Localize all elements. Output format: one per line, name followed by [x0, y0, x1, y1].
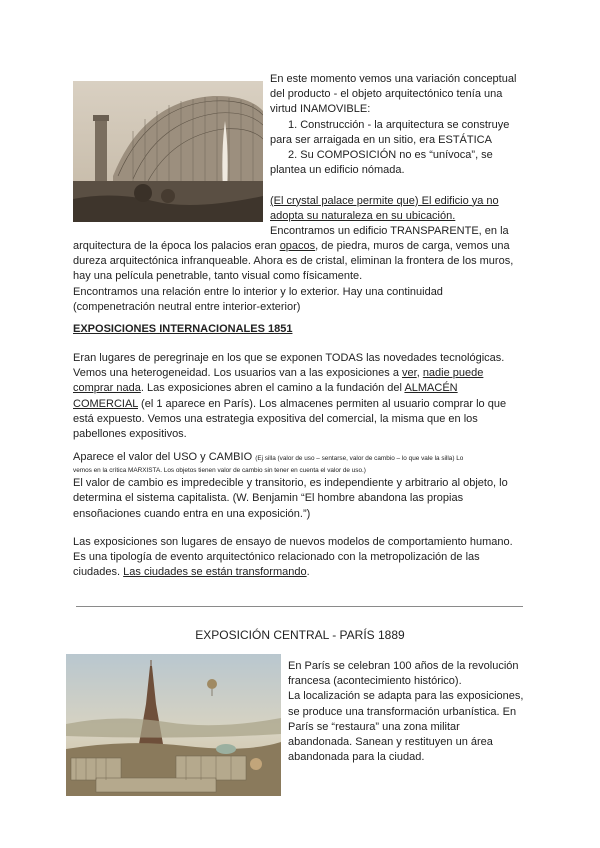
paris-line: abandonada para la ciudad. [288, 751, 425, 764]
paragraph-line: hay una película penetrable, tanto visual como físicamente. [73, 270, 363, 283]
almacen-underlined: ALMACÉN [404, 382, 458, 395]
paris-line: La localización se adapta para las exposiciones, [288, 690, 524, 703]
ver-underlined: ver [402, 367, 417, 380]
use-value-paragraph: Aparece el valor del USO y CAMBIO (Ej silla (valor de uso – sentarse, valor de cambio – lo que vale la silla) Lo vemos en la crítica MARXISTA. Los objetos tienen valor de cambio sin tener en cuenta el valor de uso.) El valor de cambio es impredecible y transitorio, es independiente y arbitrario al objeto, lo determina el sistema capitalista. (W. Benjamin “El hombre abandona las propias ensoñaciones cuando entra en una exposición.”) [73, 450, 525, 522]
cities-transforming-underlined: Las ciudades se están transformando [123, 566, 307, 579]
crystal-palace-photo [73, 81, 263, 222]
comercial-underlined: COMERCIAL [73, 397, 138, 410]
behavior-paragraph: Las exposiciones son lugares de ensayo de nuevos modelos de comportamiento humano. Es una tipología de evento arquitectónico relacionado con la metropolización de las ciudades. Las ciudades se están transformando. [73, 536, 513, 579]
list-item-2-line-a: 2. Su COMPOSICIÓN no es “unívoca”, se [288, 149, 493, 162]
intro-line: del producto - el objeto arquitectónico tenía una [270, 88, 503, 101]
transparency-paragraph: arquitectura de la época los palacios eran opacos, de piedra, muros de carga, vemos una dureza arquitectónica infranqueable. Ahora es de cristal, eliminan la frontera de los muros, hay una película penetrable, tanto visual como físicamente. Encontramos una relación entre lo interior y lo exterior. Hay una continuidad (compenetración neutral entre interior-exterior) [73, 239, 525, 315]
paris-exposition-image [66, 654, 281, 796]
comprar-nada-underlined: comprar nada [73, 382, 141, 395]
paris-line: En París se celebran 100 años de la revolución [288, 660, 519, 672]
paris-1889-text [288, 659, 533, 765]
marxist-note-continued: vemos en la crítica MARXISTA. Los objetos tienen valor de cambio sin tener en cuenta el valor de uso.) [73, 467, 366, 475]
paris-line: francesa (acontecimiento histórico). [288, 675, 462, 688]
paragraph-line: dureza arquitectónica infranqueable. Ahora es de cristal, eliminan la frontera de los muros, [73, 255, 514, 268]
intro-text-block [270, 72, 532, 239]
paragraph-line: Encontramos una relación entre lo interior y lo exterior. Hay una continuidad [73, 285, 443, 298]
list-item-1-line-b: para ser arraigada en un sitio, era ESTÁTICA [270, 133, 492, 146]
intro-line: virtud INAMOVIBLE: [270, 103, 371, 116]
nadie-puede-underlined: nadie puede [422, 367, 484, 380]
list-item-2-line-b: plantea un edificio nómada. [270, 164, 405, 177]
paris-1889-title: EXPOSICIÓN CENTRAL - PARÍS 1889 [195, 628, 405, 642]
transparent-line: Encontramos un edificio TRANSPARENTE, en la [270, 225, 509, 238]
exhibitions-paragraph: Eran lugares de peregrinaje en los que se exponen TODAS las novedades tecnológicas. Vemos una heterogeneidad. Los usuarios van a las exposiciones a ver, nadie puede comprar nada. Las exposiciones abren el camino a la fundación del ALMACÉN COMERCIAL (el 1 aparece en París). Los almacenes permiten al usuario comprar lo que está expuesto. Vemos una estrategia expositiva del comercial, la misma que en los pabellones expositivos. [73, 352, 507, 441]
crystal-palace-underlined: adopta su naturaleza en su ubicación. [270, 209, 456, 222]
paris-line: París se “restaura” una zona militar [288, 720, 460, 733]
paris-line: abandonada. Sanean y restituyen un área [288, 736, 493, 749]
paris-line: se produce una transformación urbanística. En [288, 705, 517, 718]
opacos-underlined: opacos [279, 240, 316, 252]
section-divider [76, 606, 523, 607]
list-item-1-line-a: 1. Construcción - la arquitectura se construye [288, 118, 510, 131]
section-heading: EXPOSICIONES INTERNACIONALES 1851 [73, 323, 293, 335]
intro-line: En este momento vemos una variación conceptual [270, 73, 517, 85]
crystal-palace-underlined: (El crystal palace permite que) El edificio ya no [270, 194, 499, 207]
paragraph-line: (compenetración neutral entre interior-exterior) [73, 300, 301, 313]
marxist-note: (Ej silla (valor de uso – sentarse, valor de cambio – lo que vale la silla) Lo [255, 455, 464, 462]
